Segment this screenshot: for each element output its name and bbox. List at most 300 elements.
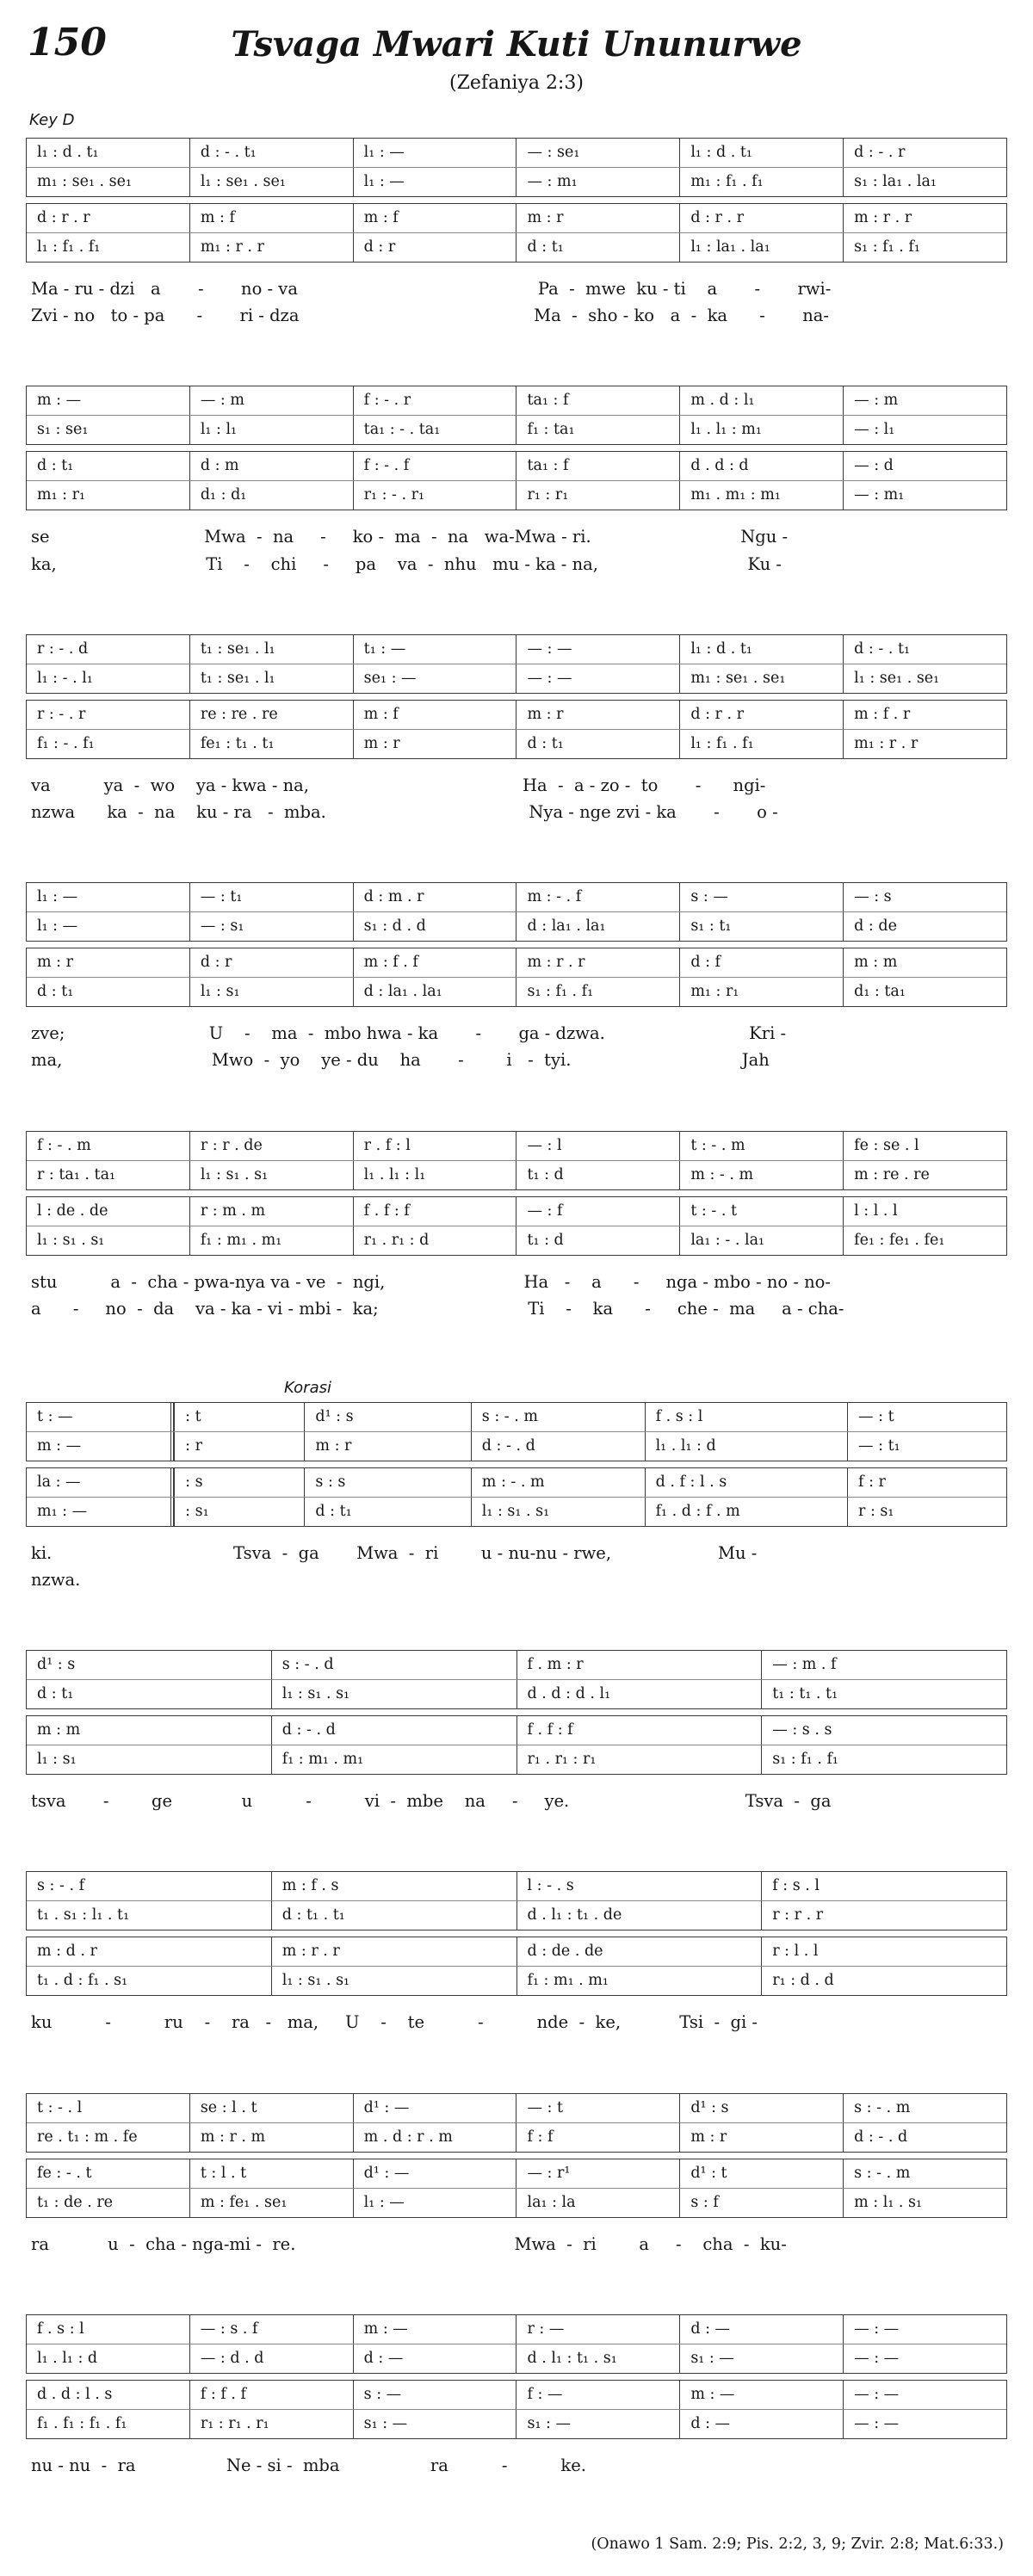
notation-cell: re : re . re bbox=[189, 701, 353, 729]
lyrics-line: ku - ru - ra - ma, U - te - nde - ke, Tsi - gi - bbox=[31, 2012, 758, 2033]
notation-cell: f : — bbox=[516, 2381, 679, 2409]
notation-cell: d . l₁ : t₁ . de bbox=[516, 1901, 762, 1930]
notation-cell: s : - . f bbox=[37, 1877, 85, 1895]
voice-row bbox=[27, 1937, 1006, 1966]
voice-row bbox=[27, 948, 1006, 977]
stave bbox=[26, 1196, 1007, 1256]
lyrics-line: ma, Mwo - yo ye - du ha - i - tyi. Jah bbox=[31, 1050, 770, 1071]
notation-cell: l₁ : l₁ bbox=[189, 416, 353, 444]
notation-cell: s : - . d bbox=[271, 1651, 516, 1679]
notation-cell: d : - . t₁ bbox=[843, 635, 1006, 664]
notation-cell: l₁ : f₁ . f₁ bbox=[679, 730, 843, 758]
notation-cell: f . s : l bbox=[37, 2320, 84, 2338]
notation-cell: m₁ : r . r bbox=[843, 730, 1006, 758]
notation-cell: m₁ : r₁ bbox=[37, 486, 86, 504]
voice-row bbox=[27, 386, 1006, 415]
lyrics-line: Ma - ru - dzi a - no - va Pa - mwe ku - ti a - rwi- bbox=[31, 279, 832, 299]
notation-cell: r : ta₁ . ta₁ bbox=[37, 1165, 116, 1183]
notation-cell: l₁ : s₁ . s₁ bbox=[471, 1498, 645, 1526]
notation-cell: l₁ : d . t₁ bbox=[679, 635, 843, 664]
voice-row bbox=[27, 2409, 1006, 2438]
stave bbox=[26, 2093, 1007, 2153]
notation-cell: — : t₁ bbox=[189, 883, 353, 911]
notation-cell: — : s₁ bbox=[189, 912, 353, 941]
notation-cell: f . s : l bbox=[645, 1403, 847, 1431]
voice-row bbox=[27, 2188, 1006, 2217]
notation-cell: — : l bbox=[516, 1132, 679, 1160]
notation-cell: s₁ : f₁ . f₁ bbox=[516, 978, 679, 1006]
lyrics-line: ka, Ti - chi - pa va - nhu mu - ka - na, Ku - bbox=[31, 553, 782, 574]
lyrics-line: ra u - cha - nga-mi - re. Mwa - ri a - cha - ku- bbox=[31, 2233, 787, 2254]
notation-cell: f₁ : m₁ . m₁ bbox=[516, 1967, 762, 1995]
notation-cell: l₁ : — bbox=[353, 168, 516, 196]
notation-cell: m : f . s bbox=[271, 1872, 516, 1900]
voice-row bbox=[27, 415, 1006, 444]
music-system bbox=[26, 1871, 1007, 2035]
notation-cell: : t bbox=[174, 1403, 304, 1431]
notation-cell: l₁ : se₁ . se₁ bbox=[189, 168, 353, 196]
lyrics-block bbox=[31, 772, 1007, 825]
notation-cell: d : t₁ bbox=[37, 457, 74, 475]
notation-cell: : s bbox=[174, 1468, 304, 1497]
stave bbox=[26, 1715, 1007, 1775]
voice-row bbox=[27, 1197, 1006, 1226]
notation-cell: l₁ : se₁ . se₁ bbox=[843, 664, 1006, 693]
notation-cell: f₁ : ta₁ bbox=[516, 416, 679, 444]
notation-cell: r : s₁ bbox=[847, 1498, 1006, 1526]
notation-cell: d¹ : — bbox=[353, 2159, 516, 2188]
notation-cell: ta₁ : f bbox=[516, 386, 679, 415]
notation-cell: s : s bbox=[304, 1468, 470, 1497]
lyrics-line: ki. Tsva - ga Mwa - ri u - nu-nu - rwe, Mu - bbox=[31, 1542, 758, 1563]
notation-cell: l₁ : d . t₁ bbox=[679, 139, 843, 167]
stave bbox=[26, 1871, 1007, 1930]
lyrics-block bbox=[31, 275, 1007, 329]
notation-cell: d₁ : d₁ bbox=[189, 481, 353, 510]
notation-cell: m : r bbox=[516, 701, 679, 729]
stave bbox=[26, 1650, 1007, 1709]
notation-cell: — : d . d bbox=[189, 2344, 353, 2373]
notation-cell: d : la₁ . la₁ bbox=[516, 912, 679, 941]
notation-cell: s₁ : f₁ . f₁ bbox=[843, 233, 1006, 262]
notation-cell: m₁ . m₁ : m₁ bbox=[679, 481, 843, 510]
notation-cell: — : t bbox=[516, 2094, 679, 2122]
notation-cell: — : — bbox=[516, 664, 679, 693]
notation-cell: m : f bbox=[353, 204, 516, 232]
stave bbox=[26, 1402, 1007, 1461]
system-label: Korasi bbox=[284, 1378, 331, 1397]
voice-row bbox=[27, 664, 1006, 693]
notation-cell: — : s . s bbox=[761, 1716, 1006, 1745]
notation-cell: r₁ : d . d bbox=[761, 1967, 1006, 1995]
music-system bbox=[26, 882, 1007, 1073]
notation-cell: r₁ : r₁ bbox=[516, 481, 679, 510]
voice-row bbox=[27, 911, 1006, 941]
lyrics-block bbox=[31, 1269, 1007, 1322]
notation-cell: l₁ . l₁ : m₁ bbox=[679, 416, 843, 444]
notation-cell: fe₁ : fe₁ . fe₁ bbox=[843, 1226, 1006, 1255]
notation-cell: m₁ : se₁ . se₁ bbox=[679, 664, 843, 693]
notation-cell: s₁ : — bbox=[679, 2344, 843, 2373]
voice-row bbox=[27, 1745, 1006, 1774]
notation-cell: t : l . t bbox=[189, 2159, 353, 2188]
voice-row bbox=[27, 139, 1006, 167]
notation-cell: r : - . r bbox=[37, 705, 86, 723]
notation-cell: s₁ : d . d bbox=[353, 912, 516, 941]
notation-cell: m : — bbox=[679, 2381, 843, 2409]
notation-cell: — : s bbox=[843, 883, 1006, 911]
notation-cell: r : r . r bbox=[761, 1901, 1006, 1930]
notation-cell: m : m bbox=[37, 1721, 81, 1739]
notation-cell: l : - . s bbox=[516, 1872, 762, 1900]
voice-row bbox=[27, 1679, 1006, 1708]
lyrics-line: nu - nu - ra Ne - si - mba ra - ke. bbox=[31, 2455, 586, 2475]
notation-cell: l₁ : s₁ . s₁ bbox=[37, 1231, 105, 1249]
voice-row bbox=[27, 1497, 1006, 1526]
stave bbox=[26, 2159, 1007, 2218]
notation-cell: s : f bbox=[679, 2189, 843, 2217]
notation-cell: f : s . l bbox=[761, 1872, 1006, 1900]
notation-cell: d : la₁ . la₁ bbox=[353, 978, 516, 1006]
lyrics-line: nzwa. bbox=[31, 1570, 81, 1591]
notation-cell: d : m bbox=[189, 452, 353, 480]
notation-cell: d¹ : t bbox=[679, 2159, 843, 2188]
music-system bbox=[26, 1131, 1007, 1322]
notation-cell: f₁ : m₁ . m₁ bbox=[271, 1745, 516, 1774]
music-system bbox=[26, 2314, 1007, 2479]
voice-row bbox=[27, 1900, 1006, 1930]
lyrics-line: tsva - ge u - vi - mbe na - ye. Tsva - ga bbox=[31, 1791, 832, 1812]
notation-cell: r : r . de bbox=[189, 1132, 353, 1160]
voice-row bbox=[27, 729, 1006, 758]
notation-cell: m : — bbox=[27, 1432, 174, 1461]
notation-cell: d¹ : s bbox=[679, 2094, 843, 2122]
stave bbox=[26, 2380, 1007, 2439]
notation-cell: d : r . r bbox=[37, 209, 90, 226]
notation-cell: d : t₁ bbox=[516, 730, 679, 758]
notation-cell: r₁ . r₁ : r₁ bbox=[516, 1745, 762, 1774]
notation-cell: re . t₁ : m . fe bbox=[37, 2128, 138, 2146]
notation-cell: r₁ : - . r₁ bbox=[353, 481, 516, 510]
voice-row bbox=[27, 204, 1006, 232]
notation-cell: : r bbox=[174, 1432, 304, 1461]
notation-cell: f . m : r bbox=[516, 1651, 762, 1679]
notation-cell: f₁ . f₁ : f₁ . f₁ bbox=[37, 2414, 127, 2432]
notation-cell: r . f : l bbox=[353, 1132, 516, 1160]
notation-cell: — : r¹ bbox=[516, 2159, 679, 2188]
notation-cell: — : f bbox=[516, 1197, 679, 1226]
lyrics-block bbox=[31, 1020, 1007, 1073]
stave bbox=[26, 203, 1007, 263]
notation-cell: d : r bbox=[353, 233, 516, 262]
notation-cell: m : r . r bbox=[843, 204, 1006, 232]
stave bbox=[26, 451, 1007, 510]
notation-cell: d : t₁ bbox=[304, 1498, 470, 1526]
notation-cell: r : l . l bbox=[761, 1937, 1006, 1966]
lyrics-block bbox=[31, 2231, 1007, 2258]
notation-cell: t : - . t bbox=[679, 1197, 843, 1226]
music-system bbox=[26, 386, 1007, 577]
voice-row bbox=[27, 2381, 1006, 2409]
notation-cell: l₁ : — bbox=[353, 2189, 516, 2217]
notation-cell: ta₁ : - . ta₁ bbox=[353, 416, 516, 444]
notation-cell: s₁ : — bbox=[516, 2410, 679, 2438]
notation-cell: — : m . f bbox=[761, 1651, 1006, 1679]
notation-cell: d . f : l . s bbox=[645, 1468, 847, 1497]
notation-cell: d : - . r bbox=[843, 139, 1006, 167]
notation-cell: l₁ : s₁ . s₁ bbox=[271, 1680, 516, 1708]
voice-row bbox=[27, 1716, 1006, 1745]
notation-cell: la : — bbox=[27, 1468, 174, 1497]
stave bbox=[26, 882, 1007, 942]
voice-row bbox=[27, 1651, 1006, 1679]
notation-cell: d . d : d . l₁ bbox=[516, 1680, 762, 1708]
notation-cell: l₁ : — bbox=[353, 139, 516, 167]
notation-cell: t : - . m bbox=[679, 1132, 843, 1160]
notation-cell: l₁ . l₁ : d bbox=[645, 1432, 847, 1461]
hymn-title: Tsvaga Mwari Kuti Ununurwe bbox=[231, 24, 802, 65]
notation-cell: m : fe₁ . se₁ bbox=[189, 2189, 353, 2217]
notation-cell: m : f bbox=[189, 204, 353, 232]
notation-cell: t₁ . d : f₁ . s₁ bbox=[37, 1972, 128, 1990]
notation-cell: f . f : f bbox=[516, 1716, 762, 1745]
voice-row bbox=[27, 2094, 1006, 2122]
notation-cell: t₁ : se₁ . l₁ bbox=[189, 635, 353, 664]
notation-cell: l₁ : — bbox=[37, 888, 78, 906]
voice-row bbox=[27, 452, 1006, 480]
notation-cell: d : t₁ bbox=[516, 233, 679, 262]
voice-row bbox=[27, 167, 1006, 196]
stave bbox=[26, 2314, 1007, 2374]
lyrics-line: a - no - da va - ka - vi - mbi - ka; Ti - ka - che - ma a - cha- bbox=[31, 1298, 844, 1319]
lyrics-line: stu a - cha - pwa-nya va - ve - ngi, Ha - a - nga - mbo - no - no- bbox=[31, 1271, 832, 1292]
notation-cell: ta₁ : f bbox=[516, 452, 679, 480]
notation-cell: d : — bbox=[679, 2410, 843, 2438]
notation-cell: fe : se . l bbox=[843, 1132, 1006, 1160]
lyrics-block bbox=[31, 523, 1007, 577]
notation-cell: s₁ : se₁ bbox=[37, 421, 89, 439]
notation-cell: m : m bbox=[843, 948, 1006, 977]
notation-cell: m : f bbox=[353, 701, 516, 729]
notation-cell: d : t₁ . t₁ bbox=[271, 1901, 516, 1930]
notation-cell: m : r bbox=[304, 1432, 470, 1461]
notation-cell: l₁ : s₁ . s₁ bbox=[271, 1967, 516, 1995]
voice-row bbox=[27, 2315, 1006, 2344]
notation-cell: d : r bbox=[189, 948, 353, 977]
notation-cell: f . f : f bbox=[353, 1197, 516, 1226]
header bbox=[26, 21, 1007, 69]
notation-cell: d . d : l . s bbox=[37, 2385, 113, 2403]
hymn-number: 150 bbox=[28, 21, 107, 65]
notation-cell: f : - . r bbox=[353, 386, 516, 415]
notation-cell: s₁ : f₁ . f₁ bbox=[761, 1745, 1006, 1774]
notation-cell: m₁ : se₁ . se₁ bbox=[37, 173, 133, 190]
notation-cell: — : — bbox=[516, 635, 679, 664]
notation-cell: m : r bbox=[353, 730, 516, 758]
notation-cell: — : — bbox=[843, 2410, 1006, 2438]
notation-cell: m : - . f bbox=[516, 883, 679, 911]
voice-row bbox=[27, 1226, 1006, 1255]
notation-cell: l₁ : s₁ . s₁ bbox=[189, 1161, 353, 1189]
notation-cell: m : l₁ . s₁ bbox=[843, 2189, 1006, 2217]
notation-cell: — : l₁ bbox=[843, 416, 1006, 444]
notation-cell: d¹ : s bbox=[37, 1656, 76, 1674]
notation-cell: t₁ : d bbox=[516, 1161, 679, 1189]
notation-cell: s₁ : — bbox=[353, 2410, 516, 2438]
lyrics-block bbox=[31, 1540, 1007, 1593]
music-system bbox=[26, 634, 1007, 825]
notation-cell: — : — bbox=[843, 2381, 1006, 2409]
notation-cell: l₁ : — bbox=[37, 917, 78, 936]
voice-row bbox=[27, 232, 1006, 262]
notation-cell: m . d : l₁ bbox=[679, 386, 843, 415]
notation-cell: d : - . t₁ bbox=[189, 139, 353, 167]
notation-cell: s : — bbox=[679, 883, 843, 911]
voice-row bbox=[27, 1132, 1006, 1160]
notation-cell: f : f bbox=[516, 2123, 679, 2152]
notation-cell: f₁ . d : f . m bbox=[645, 1498, 847, 1526]
notation-cell: l₁ : f₁ . f₁ bbox=[37, 238, 101, 256]
voice-row bbox=[27, 883, 1006, 911]
notation-cell: d : m . r bbox=[353, 883, 516, 911]
notation-cell: — : d bbox=[843, 452, 1006, 480]
notation-cell: m : r bbox=[37, 954, 73, 972]
voice-row bbox=[27, 1468, 1006, 1497]
voice-row bbox=[27, 1966, 1006, 1995]
notation-cell: la₁ : - . la₁ bbox=[679, 1226, 843, 1255]
voice-row bbox=[27, 635, 1006, 664]
notation-cell: d¹ : — bbox=[353, 2094, 516, 2122]
notation-cell: f : - . f bbox=[353, 452, 516, 480]
notation-cell: m₁ : r . r bbox=[189, 233, 353, 262]
notation-cell: s : - . m bbox=[471, 1403, 645, 1431]
lyrics-line: va ya - wo ya - kwa - na, Ha - a - zo - to - ngi- bbox=[31, 775, 766, 795]
notation-cell: l₁ : la₁ . la₁ bbox=[679, 233, 843, 262]
notation-cell: f : r bbox=[847, 1468, 1006, 1497]
notation-cell: — : t bbox=[847, 1403, 1006, 1431]
stave bbox=[26, 700, 1007, 759]
notation-cell: l₁ : d . t₁ bbox=[37, 144, 99, 161]
notation-cell: r₁ . r₁ : d bbox=[353, 1226, 516, 1255]
notation-cell: — : — bbox=[843, 2344, 1006, 2373]
lyrics-block bbox=[31, 2452, 1007, 2479]
notation-cell: — : m bbox=[189, 386, 353, 415]
notation-cell: — : t₁ bbox=[847, 1432, 1006, 1461]
systems bbox=[26, 138, 1007, 2479]
notation-cell: d : - . d bbox=[843, 2123, 1006, 2152]
voice-row bbox=[27, 701, 1006, 729]
notation-cell: s : — bbox=[353, 2381, 516, 2409]
notation-cell: m : r . m bbox=[189, 2123, 353, 2152]
stave bbox=[26, 1937, 1007, 1996]
notation-cell: m : r . r bbox=[271, 1937, 516, 1966]
notation-cell: d : f bbox=[679, 948, 843, 977]
notation-cell: m₁ : — bbox=[27, 1498, 174, 1526]
voice-row bbox=[27, 1160, 1006, 1189]
notation-cell: l₁ : s₁ bbox=[189, 978, 353, 1006]
voice-row bbox=[27, 1403, 1006, 1431]
voice-row bbox=[27, 2159, 1006, 2188]
notation-cell: d₁ : ta₁ bbox=[843, 978, 1006, 1006]
notation-cell: d : — bbox=[679, 2315, 843, 2344]
notation-cell: s : - . m bbox=[843, 2094, 1006, 2122]
stave bbox=[26, 1131, 1007, 1190]
music-system bbox=[26, 1650, 1007, 1814]
notation-cell: d . l₁ : t₁ . s₁ bbox=[516, 2344, 679, 2373]
voice-row bbox=[27, 1872, 1006, 1900]
notation-cell: l₁ : - . l₁ bbox=[37, 669, 93, 687]
scripture-references: (Onawo 1 Sam. 2:9; Pis. 2:2, 3, 9; Zvir. 2:8; Mat.6:33.) bbox=[591, 2536, 1004, 2553]
notation-cell: l : de . de bbox=[37, 1202, 108, 1220]
notation-cell: r : m . m bbox=[189, 1197, 353, 1226]
voice-row bbox=[27, 1431, 1006, 1461]
notation-cell: f : f . f bbox=[189, 2381, 353, 2409]
stave bbox=[26, 634, 1007, 694]
key-signature: Key D bbox=[29, 111, 75, 129]
voice-row bbox=[27, 480, 1006, 510]
notation-cell: s₁ : la₁ . la₁ bbox=[843, 168, 1006, 196]
notation-cell: d : - . d bbox=[471, 1432, 645, 1461]
notation-cell: f₁ : - . f₁ bbox=[37, 734, 95, 752]
notation-cell: t₁ : t₁ . t₁ bbox=[761, 1680, 1006, 1708]
notation-cell: d : de bbox=[843, 912, 1006, 941]
notation-cell: — : m₁ bbox=[843, 481, 1006, 510]
notation-cell: m : f . r bbox=[843, 701, 1006, 729]
notation-cell: — : s . f bbox=[189, 2315, 353, 2344]
music-system bbox=[26, 2093, 1007, 2258]
notation-cell: m : — bbox=[353, 2315, 516, 2344]
notation-cell: t₁ : de . re bbox=[37, 2193, 114, 2211]
notation-cell: m : r bbox=[679, 2123, 843, 2152]
music-system bbox=[26, 1379, 1007, 1593]
notation-cell: s : - . m bbox=[843, 2159, 1006, 2188]
notation-cell: : s₁ bbox=[174, 1498, 304, 1526]
notation-cell: fe₁ : t₁ . t₁ bbox=[189, 730, 353, 758]
notation-cell: t : - . l bbox=[37, 2098, 83, 2116]
stave bbox=[26, 1467, 1007, 1527]
notation-cell: d : - . d bbox=[271, 1716, 516, 1745]
notation-cell: l₁ : s₁ bbox=[37, 1751, 77, 1769]
lyrics-block bbox=[31, 2009, 1007, 2035]
notation-cell: m : — bbox=[37, 392, 82, 410]
stave bbox=[26, 138, 1007, 197]
music-system bbox=[26, 138, 1007, 329]
lyrics-block bbox=[31, 1788, 1007, 1814]
notation-cell: m : - . m bbox=[679, 1161, 843, 1189]
notation-cell: m : f . f bbox=[353, 948, 516, 977]
voice-row bbox=[27, 2344, 1006, 2373]
notation-cell: t₁ : d bbox=[516, 1226, 679, 1255]
notation-cell: l : l . l bbox=[843, 1197, 1006, 1226]
notation-cell: m : re . re bbox=[843, 1161, 1006, 1189]
notation-cell: m . d : r . m bbox=[353, 2123, 516, 2152]
notation-cell: d¹ : s bbox=[304, 1403, 470, 1431]
notation-cell: t₁ : — bbox=[353, 635, 516, 664]
notation-cell: r : — bbox=[516, 2315, 679, 2344]
notation-cell: se : l . t bbox=[189, 2094, 353, 2122]
stave bbox=[26, 386, 1007, 445]
notation-cell: t : — bbox=[27, 1403, 174, 1431]
notation-cell: d : t₁ bbox=[37, 1685, 74, 1703]
notation-cell: se₁ : — bbox=[353, 664, 516, 693]
hymn-subtitle: (Zefaniya 2:3) bbox=[449, 72, 584, 94]
notation-cell: m : - . m bbox=[471, 1468, 645, 1497]
voice-row bbox=[27, 977, 1006, 1006]
notation-cell: r : - . d bbox=[37, 639, 89, 658]
notation-cell: d . d : d bbox=[679, 452, 843, 480]
lyrics-line: se Mwa - na - ko - ma - na wa-Mwa - ri. Ngu - bbox=[31, 527, 789, 547]
lyrics-line: zve; U - ma - mbo hwa - ka - ga - dzwa. Kri - bbox=[31, 1023, 787, 1044]
